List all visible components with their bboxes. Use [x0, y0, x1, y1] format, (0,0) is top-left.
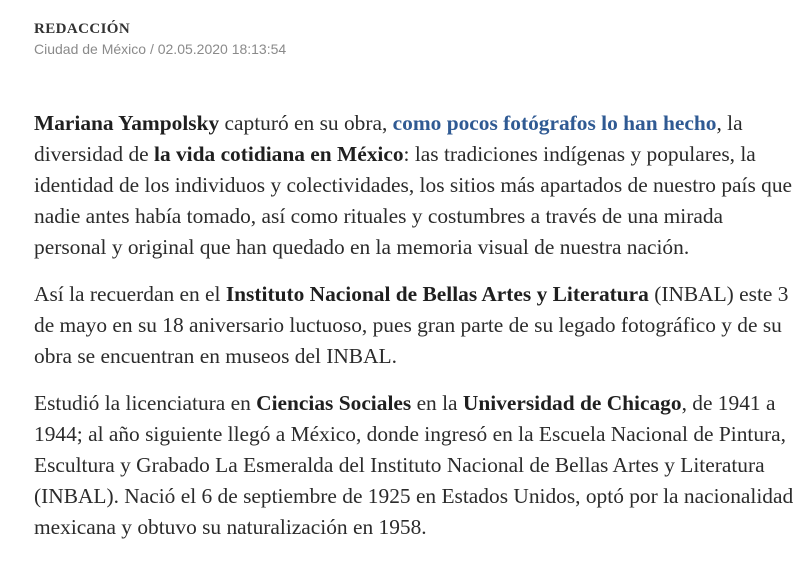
paragraph-1	[34, 108, 794, 263]
text-run: capturó en su obra,	[219, 111, 393, 135]
paragraph-3	[34, 388, 794, 543]
link-como-pocos-fotografos[interactable]: como pocos fotógrafos lo han hecho	[392, 111, 717, 135]
byline	[34, 20, 800, 58]
bold-text: Ciencias Sociales	[256, 391, 412, 415]
text-run: en la	[411, 391, 463, 415]
author-label: REDACCIÓN	[34, 21, 131, 37]
bold-text: Mariana Yampolsky	[34, 111, 220, 135]
bold-text: Instituto Nacional de Bellas Artes y Literatura	[225, 282, 649, 306]
text-run: Estudió la licenciatura en	[34, 391, 257, 415]
location-date: Ciudad de México / 02.05.2020 18:13:54	[34, 41, 287, 57]
text-run: (INBAL) este 3 de mayo en su 18 aniversario luctuoso, pues gran parte de su legado fotográfico y de su obra se encuentran en museos del INBAL.	[34, 282, 789, 368]
text-run: : las tradiciones indígenas y populares, la identidad de los individuos y colectividades, los sitios más apartados de nuestro país que nadie antes había tomado, así como rituales y costumbres a través de una mirada personal y original que han quedado en la memoria visual de nuestra nación.	[34, 142, 793, 259]
text-run: , de 1941 a 1944; al año siguiente llegó a México, donde ingresó en la Escuela Nacional de Pintura, Escultura y Grabado La Esmeralda del Instituto Nacional de Bellas Artes y Literatura (INBAL). Nació el 6 de septiembre de 1925 en Estados Unidos, optó por la nacionalidad mexicana y obtuvo su naturalización en 1958.	[34, 391, 794, 539]
paragraph-2	[34, 279, 794, 372]
text-run: Así la recuerdan en el	[34, 282, 226, 306]
bold-text: Universidad de Chicago	[462, 391, 682, 415]
text-run: , la diversidad de	[34, 111, 743, 166]
bold-text: la vida cotidiana en México	[154, 142, 404, 166]
